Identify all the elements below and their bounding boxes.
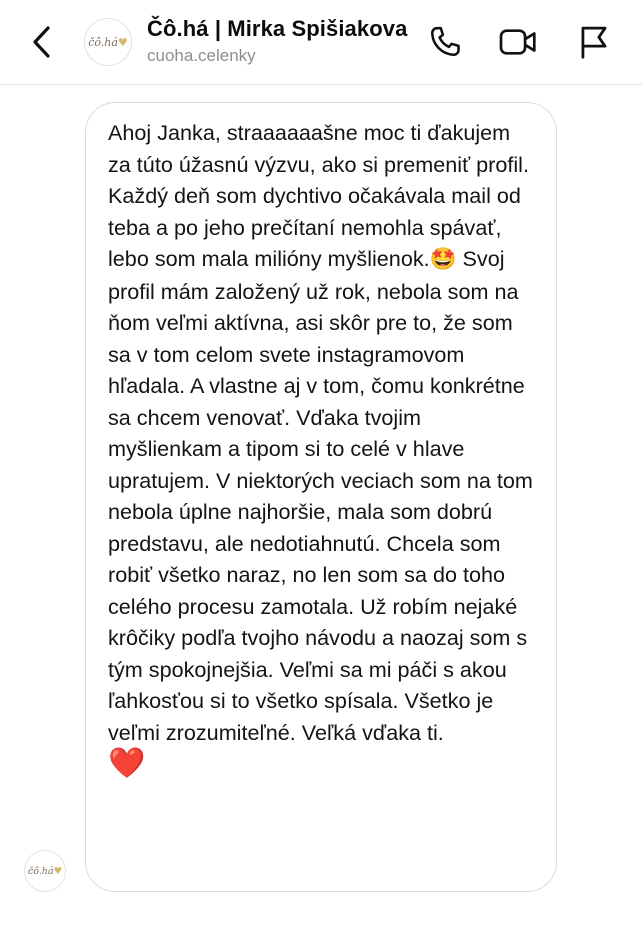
chat-header [0, 0, 642, 85]
message-text-part1: Ahoj Janka, straaaaaašne moc ti ďakujem za túto úžasnú výzvu, ako si premeniť profil. Každý deň som dychtivo očakávala mail od teba a po jeho prečítaní nemohla spávať, lebo som mala milióny myšlienok. [108, 120, 535, 271]
heart-icon: ♥ [117, 35, 128, 49]
call-button[interactable] [425, 22, 465, 62]
chevron-left-icon [30, 25, 54, 59]
phone-icon [427, 24, 463, 60]
sender-avatar[interactable] [24, 850, 66, 892]
heart-emoji-icon: ❤️ [108, 746, 146, 781]
profile-username: cuoha.celenky [147, 46, 256, 65]
profile-title: Čô.há | Mirka Spišiakova [147, 16, 408, 41]
flag-icon [577, 24, 611, 60]
report-button[interactable] [574, 22, 614, 62]
message-text [108, 117, 538, 782]
video-call-button[interactable] [498, 22, 538, 62]
heart-icon: ♥ [53, 865, 63, 877]
sender-avatar-logo: čô.há♥ [27, 865, 63, 877]
avatar-logo: čô.há♥ [88, 35, 128, 49]
message-text-part2: Svoj profil mám založený už rok, nebola som na ňom veľmi aktívna, asi skôr pre to, že som sa v tom celom svete instagramovom hľadala. A vlastne aj v tom, čomu konkrétne sa chcem venovať. Vďaka tvojim myšlienkam a tipom si to celé v hlave upratujem. V niektorých veciach som na tom nebola úplne najhoršie, mala som dobrú predstavu, ale nedotiahnutú. Chcela som robiť všetko naraz, no len som sa do toho celého procesu zamotala. Už robím nejaké krôčiky podľa tvojho návodu a naozaj som s tým spokojnejšia. Veľmi sa mi páči s akou ľahkosťou si to všetko spísala. Všetko je veľmi zrozumiteľné. Veľká vďaka ti. [108, 246, 539, 745]
starstruck-emoji-icon: 🤩 [429, 247, 457, 272]
video-camera-icon [498, 25, 538, 59]
back-button[interactable] [22, 22, 62, 62]
profile-avatar[interactable] [84, 18, 132, 66]
profile-info[interactable] [147, 14, 412, 68]
